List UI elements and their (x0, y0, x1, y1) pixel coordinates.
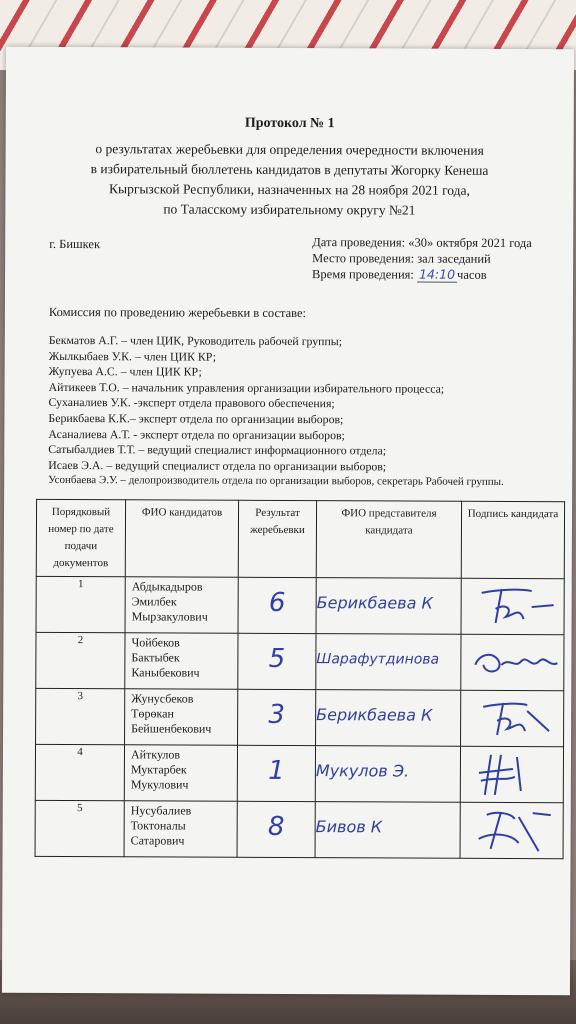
table-row (36, 576, 564, 634)
representative-name: Берикбаева К (316, 578, 461, 635)
header-candidate-name: ФИО кандидатов (125, 500, 238, 577)
candidate-name (124, 745, 237, 801)
header-candidate-signature: Подпись кандидата (461, 501, 564, 578)
members-list (48, 333, 504, 491)
representative-name: Мукулов Э. (315, 746, 460, 803)
member-item: Исаев Э.А. – ведущий специалист отдела по организации выборов; (48, 457, 387, 474)
member-item: Бекматов А.Г. – член ЦИК, Руководитель рабочей группы; (48, 332, 343, 349)
order-number: 4 (35, 744, 124, 800)
member-item: Жылкыбаев У.К. – член ЦИК КР; (48, 348, 217, 364)
header-order-number: Порядковый номер по дате подачи документов (36, 499, 125, 576)
candidate-signature (460, 802, 563, 858)
signature-image (462, 579, 562, 631)
order-number: 1 (36, 576, 125, 632)
candidate-patronymic: Каныбекович (131, 665, 200, 680)
header-draw-result: Результат жеребьевки (238, 500, 316, 577)
member-item: Суханалиев У.К. -эксперт отдела правового обеспечения; (48, 395, 335, 411)
candidate-name (124, 801, 237, 857)
representative-name: Шарафутдинова (316, 634, 461, 691)
signature-image (461, 803, 561, 855)
candidate-signature (461, 690, 564, 746)
member-item: Жупуева А.С. – член ЦИК КР; (48, 364, 202, 379)
document-subtitle (5, 139, 573, 221)
place-line: Место проведения: зал заседаний (312, 251, 491, 266)
order-number: 2 (36, 632, 125, 688)
meeting-meta (312, 234, 532, 283)
member-item: Берикбаева К.К.– эксперт отдела по организации выборов; (48, 410, 344, 427)
candidate-patronymic: Бейшенбекович (131, 721, 212, 736)
candidate-surname: Чойбеков (131, 635, 180, 650)
member-item: Асаналиева А.Т. - эксперт отдела по организации выборов; (48, 426, 345, 442)
representative-name: Бивов К (315, 802, 460, 859)
time-value: 14:10 (417, 267, 457, 283)
candidate-surname: Жунусбеков (131, 691, 194, 706)
document-title: Протокол № 1 (244, 115, 335, 132)
draw-result: 1 (237, 745, 315, 801)
candidate-surname: Нусубалиев (130, 803, 192, 818)
candidate-firstname: Бактыбек (131, 650, 180, 665)
candidate-firstname: Токтоналы (130, 818, 186, 833)
city-label: г. Бишкек (49, 236, 101, 252)
draw-result: 3 (238, 689, 316, 745)
member-item: Усонбаева Э.У. – делопроизводитель отдела по организации выборов, секретарь Рабочей группы. (48, 474, 504, 489)
table-header-row (36, 499, 564, 578)
subtitle-line: о результатах жеребьевки для определения очередности включения (95, 141, 484, 158)
member-item: Айтикеев Т.О. – начальник управления организации избирательного процесса; (48, 379, 445, 396)
protocol-sheet (2, 47, 574, 995)
candidate-surname: Абдыкадыров (131, 579, 203, 594)
candidate-firstname: Муктарбек (130, 762, 187, 777)
subtitle-line: в избирательный бюллетень кандидатов в депутаты Жогорку Кенеша (90, 161, 489, 178)
table-row (35, 800, 563, 858)
order-number: 5 (35, 800, 124, 856)
time-line (312, 266, 532, 283)
table-row (35, 744, 563, 802)
candidate-patronymic: Мырзакулович (131, 609, 208, 624)
table-row (36, 632, 564, 690)
candidate-patronymic: Сатарович (130, 833, 185, 848)
candidate-surname: Айткулов (130, 747, 181, 762)
draw-result: 8 (237, 801, 315, 857)
candidate-name (125, 577, 238, 633)
draw-result: 6 (238, 577, 316, 633)
signature-image (461, 635, 561, 687)
member-item: Сатыбалдиев Т.Т. – ведущий специалист информационного отдела; (48, 442, 387, 458)
commission-title: Комиссия по проведению жеребьевки в составе: (48, 304, 307, 321)
subtitle-line: по Таласскому избирательному округу №21 (163, 201, 416, 218)
signature-image (461, 747, 561, 799)
table-row (36, 688, 564, 746)
candidate-firstname: Эмилбек (131, 594, 177, 609)
candidate-signature (460, 746, 563, 802)
draw-result: 5 (238, 633, 316, 689)
subtitle-line: Кыргызской Республики, назначенных на 28 ноября 2021 года, (108, 181, 470, 198)
candidate-signature (461, 578, 564, 634)
signature-image (461, 691, 561, 743)
time-suffix: часов (457, 267, 487, 282)
date-line: Дата проведения: «30» октября 2021 года (312, 235, 532, 251)
time-label: Время проведения: (312, 267, 414, 282)
candidate-name (125, 633, 238, 689)
candidate-firstname: Төрөкан (131, 706, 174, 721)
order-number: 3 (36, 688, 125, 744)
representative-name: Берикбаева К (316, 690, 461, 747)
candidate-patronymic: Мукулович (130, 777, 189, 792)
draw-results-table (35, 499, 566, 859)
candidate-name (125, 689, 238, 745)
candidate-signature (461, 634, 564, 690)
header-representative-name: ФИО представителя кандидата (316, 501, 461, 579)
